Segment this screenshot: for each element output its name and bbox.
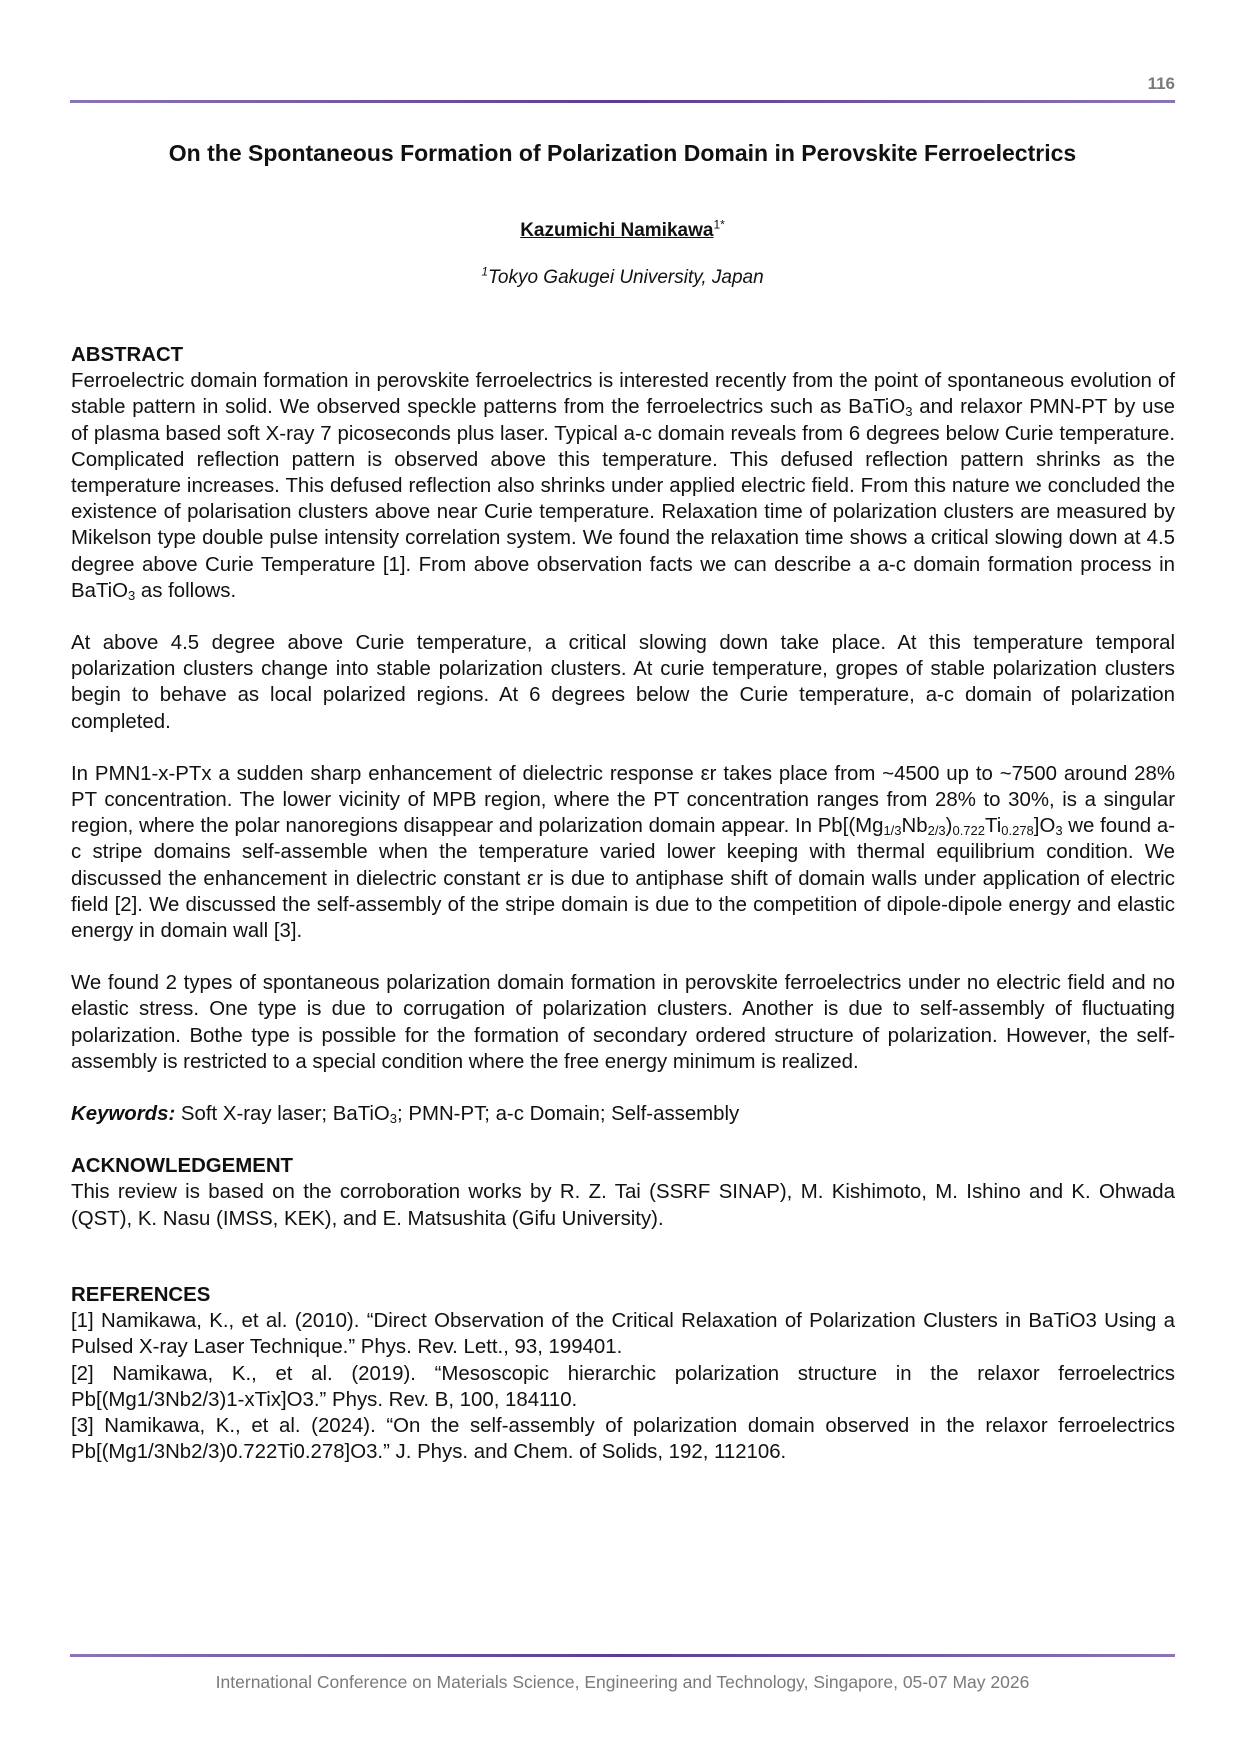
p3-sub-1: 1/3 [883,823,902,839]
p1-text-a: Ferroelectric domain formation in perovskite ferroelectrics is interested recently from the point of spontaneous evolution of stable pattern in solid. We observed speckle patterns from the ferroelectrics such as BaTiO [71,370,1175,419]
p3-text-e: ]O [1033,815,1056,838]
spacer [71,604,1175,630]
keywords-text-a: Soft X-ray laser; BaTiO [175,1103,390,1126]
footer-text: International Conference on Materials Science, Engineering and Technology, Singapore, 05-07 May 2026 [215,1672,1030,1692]
paper-title: On the Spontaneous Formation of Polarization Domain in Perovskite Ferroelectrics [168,140,1077,166]
abstract-paragraph-4: We found 2 types of spontaneous polarization domain formation in perovskite ferroelectrics under no electric field and no elastic stress. One type is due to corrugation of polarization clusters. Another is due to self-assembly of fluctuating polarization. Bothe type is possible for the formation of secondary ordered structure of polarization. However, the self-assembly is restricted to a special condition where the free energy minimum is realized. [71,972,1175,1073]
affiliation-text: Tokyo Gakugei University, Japan [488,267,764,288]
p3-sub-5: 3 [1055,823,1063,839]
author-line [70,217,1175,242]
p3-text-c: ) [945,815,953,838]
header-divider [70,100,1175,103]
reference-item-2: [2] Namikawa, K., et al. (2019). “Mesoscopic hierarchic polarization structure in the relaxor ferroelectrics Pb[(Mg1/3Nb2/3)1-xTix]O3.” Phys. Rev. B, 100, 184110. [71,1362,1175,1411]
references-heading: REFERENCES [71,1283,211,1306]
p3-text-f: we found a-c stripe domains self-assemble when the temperature varied lower keeping with thermal equilibrium condition. We discussed the enhancement in dielectric constant εr is due to antiphase shift of domain walls under application of electric field [2]. We discussed the self-assembly of the stripe domain is due to the competition of dipole-dipole energy and elastic energy in domain wall [3]. [71,815,1176,943]
keywords-line [71,1101,1175,1127]
footer-divider [70,1654,1175,1657]
article-body [71,342,1175,1465]
keywords-sub: 3 [389,1111,398,1127]
abstract-heading: ABSTRACT [71,344,184,366]
p1-sub-2: 3 [128,587,136,603]
keywords-label: Keywords: [71,1103,176,1126]
acknowledgement-text: This review is based on the corroboration works by R. Z. Tai (SSRF SINAP), M. Kishimoto, M. Ishino and K. Ohwada (QST), K. Nasu (IMSS, KEK), and E. Matsushita (Gifu University). [71,1181,1175,1230]
abstract-paragraph-2: At above 4.5 degree above Curie temperature, a critical slowing down take place. At this temperature temporal polarization clusters change into stable polarization clusters. At curie temperature, gropes of stable polarization clusters begin to behave as local polarized regions. At 6 degrees below the Curie temperature, a-c domain of polarization completed. [71,632,1175,733]
affiliation-line [70,264,1175,289]
p3-sub-4: 0.278 [1001,823,1034,839]
spacer [71,1127,1175,1153]
p3-text-d: Ti [985,815,1002,838]
page-number: 116 [1147,74,1175,93]
reference-item-1: [1] Namikawa, K., et al. (2010). “Direct Observation of the Critical Relaxation of Polarization Clusters in BaTiO3 Using a Pulsed X-ray Laser Technique.” Phys. Rev. Lett., 93, 199401. [71,1310,1175,1359]
abstract-paragraph-1 [71,368,1175,604]
spacer [71,735,1175,761]
author-name: Kazumichi Namikawa [520,220,714,241]
reference-item-3: [3] Namikawa, K., et al. (2024). “On the self-assembly of polarization domain observed in the relaxor ferroelectrics Pb[(Mg1/3Nb2/3)0.722Ti0.278]O3.” J. Phys. and Chem. of Solids, 192, 112106. [71,1414,1175,1464]
p3-text-a: In PMN1-x-PTx a sudden sharp enhancement of dielectric response εr takes place from ~4500 up to ~7500 around 28% PT concentration. The lower vicinity of MPB region, where the PT concentration ranges from 28% to 30%, is a singular region, where the polar nanoregions disappear and polarization domain appear. In Pb[(Mg [71,762,1175,838]
acknowledgement-heading: ACKNOWLEDGEMENT [71,1155,294,1178]
p1-text-b: and relaxor PMN-PT by use of plasma based soft X-ray 7 picoseconds plus laser. Typical a-c domain reveals from 6 degrees below Curie temperature. Complicated reflection pattern is observed above this temperature. This defused reflection pattern shrinks as the temperature increases. This defused reflection also shrinks under applied electric field. From this nature we concluded the existence of polarisation clusters above near Curie temperature. Relaxation time of polarization clusters are measured by Mikelson type double pulse intensity correlation system. We found the relaxation time shows a critical slowing down at 4.5 degree above Curie Temperature [1]. From above observation facts we can describe a a-c domain formation process in BaTiO [71,396,1176,602]
p1-text-c: as follows. [135,579,237,602]
p3-sub-2: 2/3 [927,823,946,839]
keywords-text-b: ; PMN-PT; a-c Domain; Self-assembly [397,1103,740,1126]
spacer [71,944,1175,970]
author-marker: 1* [713,217,725,232]
abstract-paragraph-3 [71,761,1175,944]
affiliation-marker: 1 [481,264,489,279]
p3-sub-3: 0.722 [952,823,986,839]
spacer [71,1232,1175,1282]
spacer [71,1075,1175,1101]
p3-text-b: Nb [901,815,928,838]
p1-sub-1: 3 [905,404,913,420]
